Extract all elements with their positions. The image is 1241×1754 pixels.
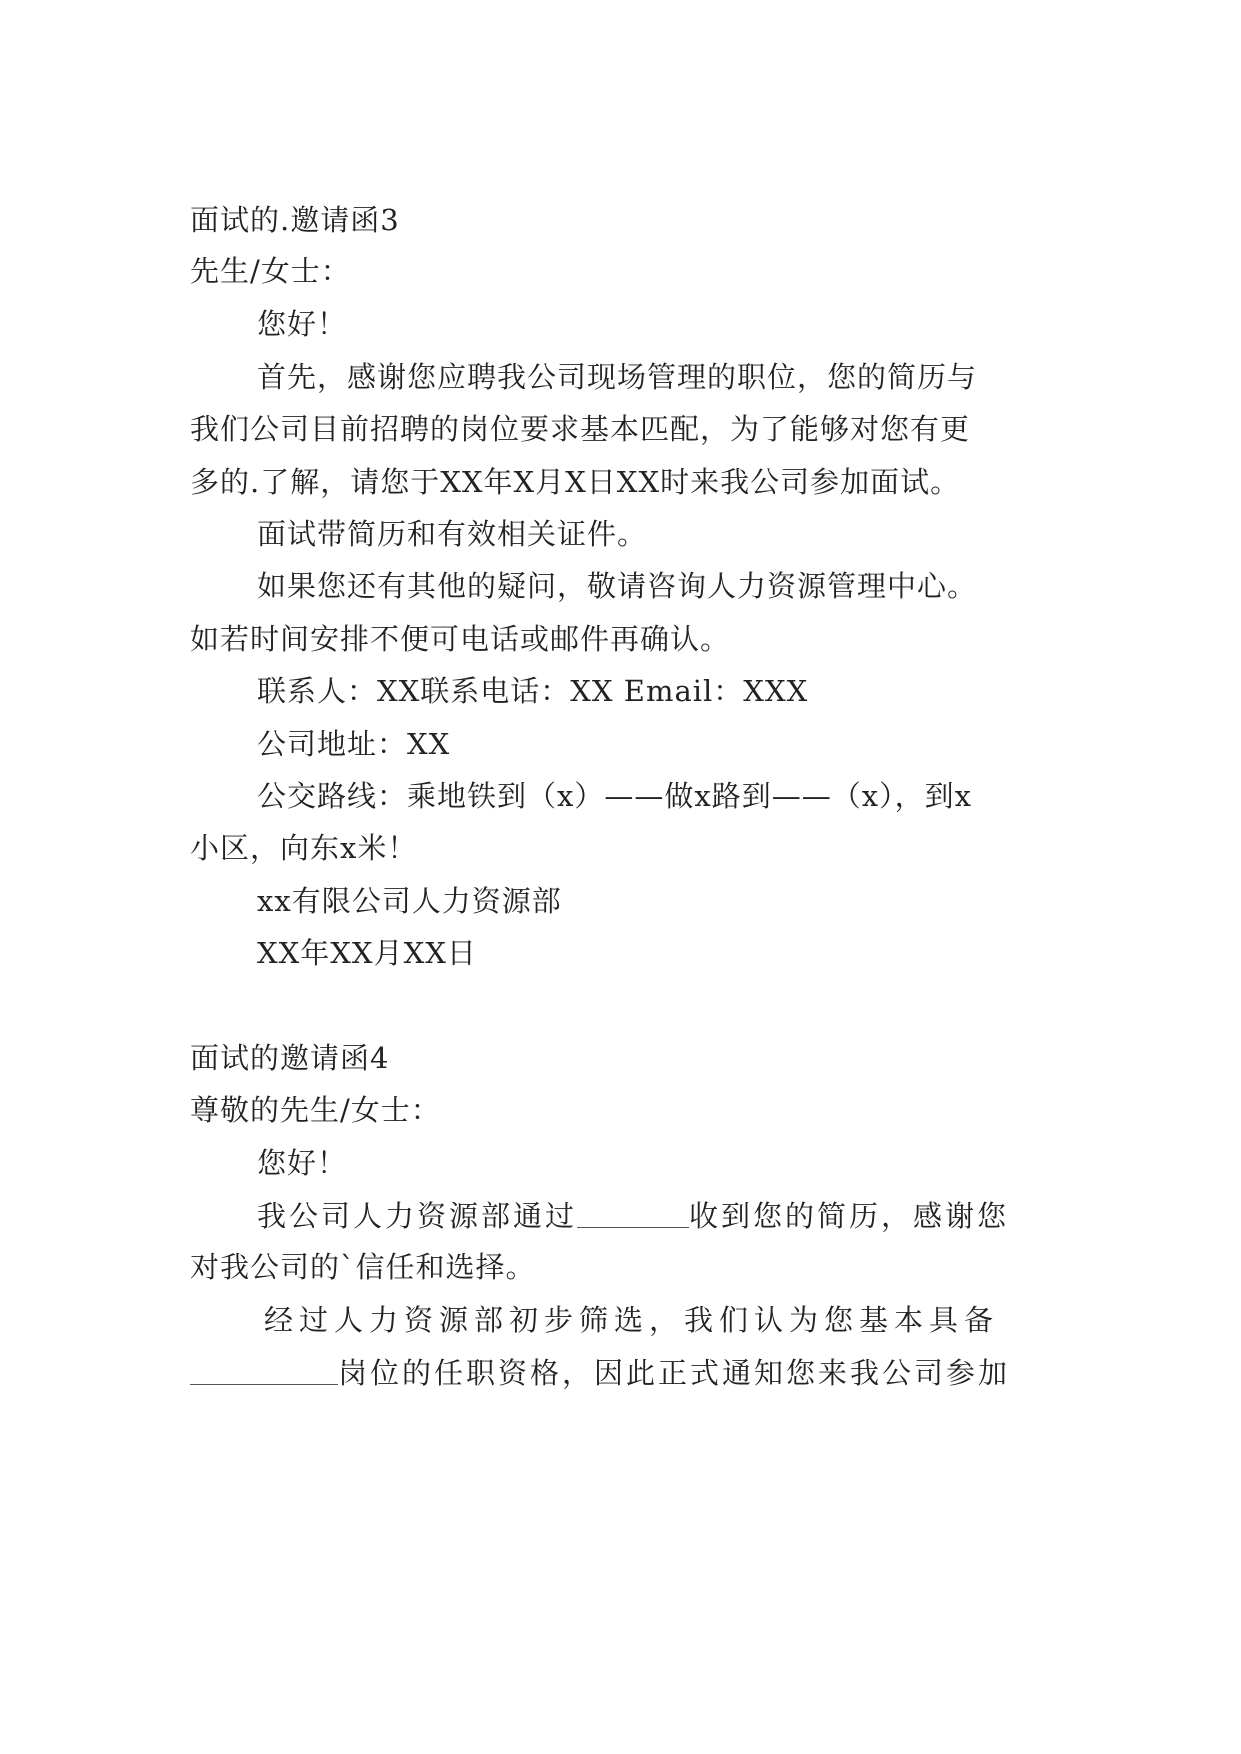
letter3-contact: 联系人：XX联系电话：XX Email：XXX bbox=[257, 674, 809, 708]
letter4-greeting: 您好！ bbox=[257, 1146, 348, 1180]
letter4-paragraph2-line2 bbox=[190, 1352, 1010, 1393]
letter3-route-line1: 公交路线：乘地铁到（x）——做x路到——（x），到x bbox=[257, 779, 972, 813]
letter3-greeting: 您好！ bbox=[257, 307, 348, 341]
letter3-paragraph1-line1: 首先，感谢您应聘我公司现场管理的职位，您的简历与 bbox=[257, 360, 978, 394]
letter4-paragraph2-text-after: 岗位的任职资格，因此正式通知您来我公司参加 bbox=[338, 1356, 1011, 1390]
letter3-date: XX年XX月XX日 bbox=[257, 936, 477, 970]
letter3-salutation: 先生/女士： bbox=[190, 254, 351, 288]
letter4-paragraph1-line2: 对我公司的`信任和选择。 bbox=[190, 1250, 536, 1284]
letter3-route-line2: 小区，向东x米！ bbox=[190, 831, 418, 865]
letter3-paragraph3-line1: 如果您还有其他的疑问，敬请咨询人力资源管理中心。 bbox=[257, 569, 978, 603]
letter4-paragraph1-line1 bbox=[257, 1195, 1009, 1236]
letter3-paragraph1-line3: 多的.了解，请您于XX年X月X日XX时来我公司参加面试。 bbox=[190, 465, 961, 499]
letter3-title: 面试的.邀请函3 bbox=[190, 203, 400, 237]
letter4-paragraph1-text-after: 收到您的简历，感谢您 bbox=[689, 1199, 1010, 1233]
letter4-salutation: 尊敬的先生/女士： bbox=[190, 1093, 441, 1127]
letter4-paragraph1-text-before: 我公司人力资源部通过 bbox=[257, 1199, 578, 1233]
letter3-paragraph1-line2: 我们公司目前招聘的岗位要求基本匹配，为了能够对您有更 bbox=[190, 412, 971, 446]
fill-in-blank-source bbox=[577, 1197, 689, 1228]
letter3-paragraph2: 面试带简历和有效相关证件。 bbox=[257, 517, 648, 551]
letter4-paragraph2-line1: 经过人力资源部初步筛选，我们认为您基本具备 bbox=[264, 1303, 1000, 1337]
letter3-signature: xx有限公司人力资源部 bbox=[257, 884, 562, 918]
letter3-address: 公司地址：XX bbox=[257, 727, 451, 761]
fill-in-blank-position bbox=[190, 1354, 338, 1385]
letter4-title: 面试的邀请函4 bbox=[190, 1041, 390, 1075]
letter3-paragraph3-line2: 如若时间安排不便可电话或邮件再确认。 bbox=[190, 622, 731, 656]
